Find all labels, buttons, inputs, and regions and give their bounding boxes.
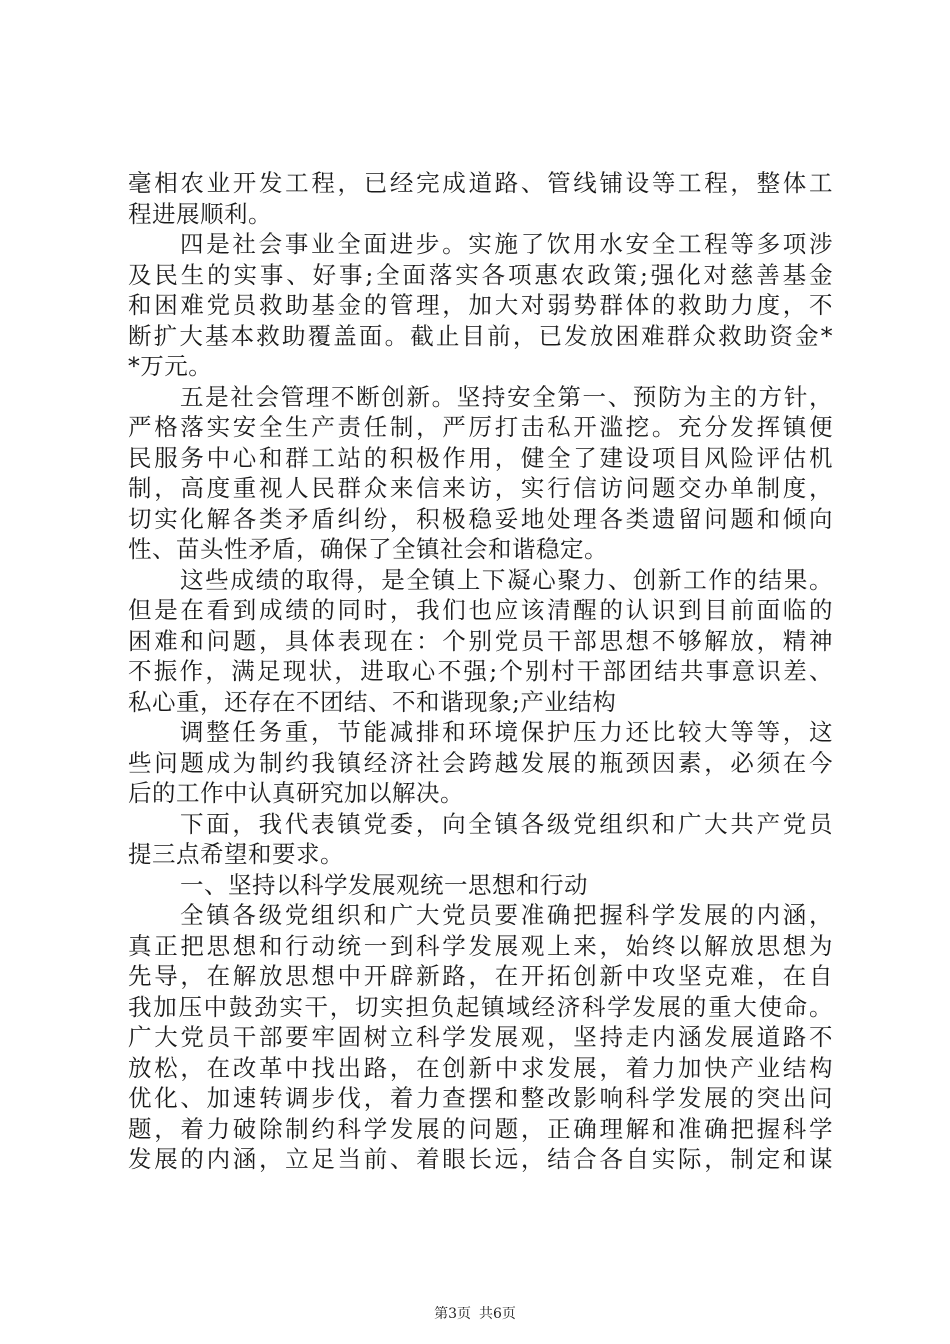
text-line: 提三点希望和要求。 [128,840,344,868]
text-line: 调整任务重，节能减排和环境保护压力还比较大等等，这 [180,718,833,746]
text-line: 广大党员干部要牢固树立科学发展观，坚持走内涵发展道路不 [128,1023,833,1051]
text-line: 困难和问题，具体表现在：个别党员干部思想不够解放，精神 [128,626,833,655]
text-line: 些问题成为制约我镇经济社会跨越发展的瓶颈因素，必须在今 [128,748,833,777]
text-line: 制，高度重视人民群众来信来访，实行信访问题交办单制度， [128,474,833,502]
text-line: 私心重，还存在不团结、不和谐现象;产业结构 [128,687,617,716]
text-line: 民服务中心和群工站的积极作用，健全了建设项目风险评估机 [128,443,833,472]
text-line: 程进展顺利。 [128,199,272,228]
text-line: 不振作，满足现状，进取心不强;个别村干部团结共事意识差、 [128,657,833,685]
text-line: 及民生的实事、好事;全面落实各项惠农政策;强化对慈善基金 [128,260,833,289]
text-line: 发展的内涵，立足当前、着眼长远，结合各自实际，制定和谋 [128,1145,833,1173]
text-line: 先导，在解放思想中开辟新路，在开拓创新中攻坚克难，在自 [128,962,833,990]
text-line: 放松，在改革中找出路，在创新中求发展，着力加快产业结构 [128,1053,833,1082]
text-line: 全镇各级党组织和广大党员要准确把握科学发展的内涵， [180,901,833,929]
text-line: 严格落实安全生产责任制，严厉打击私开滥挖。充分发挥镇便 [128,413,833,441]
text-line: 真正把思想和行动统一到科学发展观上来，始终以解放思想为 [128,931,833,960]
section-heading: 一、坚持以科学发展观统一思想和行动 [180,870,588,899]
text-line: 优化、加速转调步伐，着力查摆和整改影响科学发展的突出问 [128,1084,833,1112]
text-line: 性、苗头性矛盾，确保了全镇社会和谐稳定。 [128,535,608,563]
text-line: 断扩大基本救助覆盖面。截止目前，已发放困难群众救助资金* [128,321,833,350]
text-line: 切实化解各类矛盾纠纷，积极稳妥地处理各类遗留问题和倾向 [128,504,833,533]
text-line: 后的工作中认真研究加以解决。 [128,779,464,807]
text-line: 题，着力破除制约科学发展的问题，正确理解和准确把握科学 [128,1114,833,1143]
text-line: 我加压中鼓劲实干，切实担负起镇域经济科学发展的重大使命。 [128,992,833,1021]
text-line: 但是在看到成绩的同时，我们也应该清醒的认识到目前面临的 [128,596,833,624]
text-line: 四是社会事业全面进步。实施了饮用水安全工程等多项涉 [180,230,833,258]
text-line: 毫相农业开发工程，已经完成道路、管线铺设等工程，整体工 [128,169,833,197]
text-line: 五是社会管理不断创新。坚持安全第一、预防为主的方针， [180,382,833,411]
text-line: 和困难党员救助基金的管理，加大对弱势群体的救助力度，不 [128,291,833,319]
text-line: *万元。 [128,352,213,380]
page-total: 共6页 [479,1306,516,1322]
page-number: 第3页 [434,1306,471,1322]
page-footer [0,1305,950,1323]
text-line: 这些成绩的取得，是全镇上下凝心聚力、创新工作的结果。 [180,565,833,594]
document-body [128,168,833,1175]
text-line: 下面，我代表镇党委，向全镇各级党组织和广大共产党员 [180,809,833,838]
